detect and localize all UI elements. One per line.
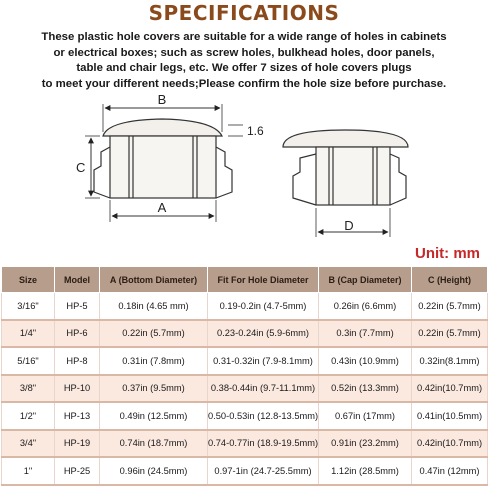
- cell-fit-hole-diameter: 0.38-0.44in (9.7-11.1mm): [208, 375, 319, 403]
- cell-fit-hole-diameter: 0.50-0.53in (12.8-13.5mm): [208, 402, 319, 430]
- cell-size: 1": [2, 457, 55, 485]
- cell-bottom-diameter: 0.37in (9.5mm): [100, 375, 208, 403]
- header-cap-diameter: B (Cap Diameter): [319, 267, 412, 293]
- cell-bottom-diameter: 0.22in (5.7mm): [100, 320, 208, 348]
- cell-model: HP-13: [55, 402, 100, 430]
- table-row: [2, 293, 488, 320]
- table-row: [2, 430, 488, 458]
- cell-cap-diameter: 0.3in (7.7mm): [319, 320, 412, 348]
- cell-bottom-diameter: 0.96in (24.5mm): [100, 457, 208, 485]
- description-line: or electrical boxes; such as screw holes, bulkhead holes, door panels,: [53, 46, 435, 59]
- header-model: Model: [55, 267, 100, 293]
- description: [0, 30, 488, 92]
- cell-bottom-diameter: 0.49in (12.5mm): [100, 402, 208, 430]
- cell-cap-diameter: 1.12in (28.5mm): [319, 457, 412, 485]
- table-row: [2, 457, 488, 485]
- cell-fit-hole-diameter: 0.19-0.2in (4.7-5mm): [208, 293, 319, 320]
- cell-fit-hole-diameter: 0.23-0.24in (5.9-6mm): [208, 320, 319, 348]
- cell-bottom-diameter: 0.74in (18.7mm): [100, 430, 208, 458]
- cell-size: 1/4": [2, 320, 55, 348]
- cell-size: 3/4": [2, 430, 55, 458]
- cell-height: 0.32in(8.1mm): [412, 347, 488, 375]
- cell-model: HP-10: [55, 375, 100, 403]
- cell-model: HP-6: [55, 320, 100, 348]
- header-size: Size: [2, 267, 55, 293]
- table-row: [2, 347, 488, 375]
- cell-height: 0.42in(10.7mm): [412, 375, 488, 403]
- table-row: [2, 375, 488, 403]
- cell-height: 0.22in (5.7mm): [412, 293, 488, 320]
- unit-label: Unit: mm: [415, 245, 480, 262]
- cell-height: 0.41in(10.5mm): [412, 402, 488, 430]
- label-thickness: 1.6: [247, 124, 264, 138]
- cell-height: 0.22in (5.7mm): [412, 320, 488, 348]
- cell-fit-hole-diameter: 0.31-0.32in (7.9-8.1mm): [208, 347, 319, 375]
- label-a: A: [157, 200, 167, 215]
- cell-cap-diameter: 0.91in (23.2mm): [319, 430, 412, 458]
- cell-height: 0.42in(10.7mm): [412, 430, 488, 458]
- cell-height: 0.47in (12mm): [412, 457, 488, 485]
- spec-table: [1, 266, 488, 486]
- cell-model: HP-19: [55, 430, 100, 458]
- cell-model: HP-5: [55, 293, 100, 320]
- table-header-row: [2, 267, 488, 293]
- cell-cap-diameter: 0.43in (10.9mm): [319, 347, 412, 375]
- header-bottom-diameter: A (Bottom Diameter): [100, 267, 208, 293]
- cell-cap-diameter: 0.67in (17mm): [319, 402, 412, 430]
- cell-size: 3/16": [2, 293, 55, 320]
- description-line: These plastic hole covers are suitable for a wide range of holes in cabinets: [41, 31, 447, 43]
- cell-size: 1/2": [2, 402, 55, 430]
- cell-fit-hole-diameter: 0.74-0.77in (18.9-19.5mm): [208, 430, 319, 458]
- cell-size: 5/16": [2, 347, 55, 375]
- cell-bottom-diameter: 0.18in (4.65 mm): [100, 293, 208, 320]
- cell-size: 3/8": [2, 375, 55, 403]
- cell-model: HP-25: [55, 457, 100, 485]
- cell-model: HP-8: [55, 347, 100, 375]
- description-line: to meet your different needs;Please confirm the hole size before purchase.: [41, 77, 447, 90]
- cell-bottom-diameter: 0.31in (7.8mm): [100, 347, 208, 375]
- label-d: D: [344, 218, 354, 233]
- header-fit-hole-diameter: Fit For Hole Diameter: [208, 267, 319, 293]
- cell-cap-diameter: 0.52in (13.3mm): [319, 375, 412, 403]
- hole-cover-diagram: [0, 92, 488, 242]
- header-height: C (Height): [412, 267, 488, 293]
- cell-fit-hole-diameter: 0.97-1in (24.7-25.5mm): [208, 457, 319, 485]
- description-line: table and chair legs, etc. We offer 7 sizes of hole covers plugs: [76, 62, 412, 74]
- page-title: SPECIFICATIONS: [148, 1, 340, 25]
- label-c: C: [76, 160, 86, 175]
- cell-cap-diameter: 0.26in (6.6mm): [319, 293, 412, 320]
- table-row: [2, 402, 488, 430]
- label-b: B: [157, 92, 167, 107]
- table-row: [2, 320, 488, 348]
